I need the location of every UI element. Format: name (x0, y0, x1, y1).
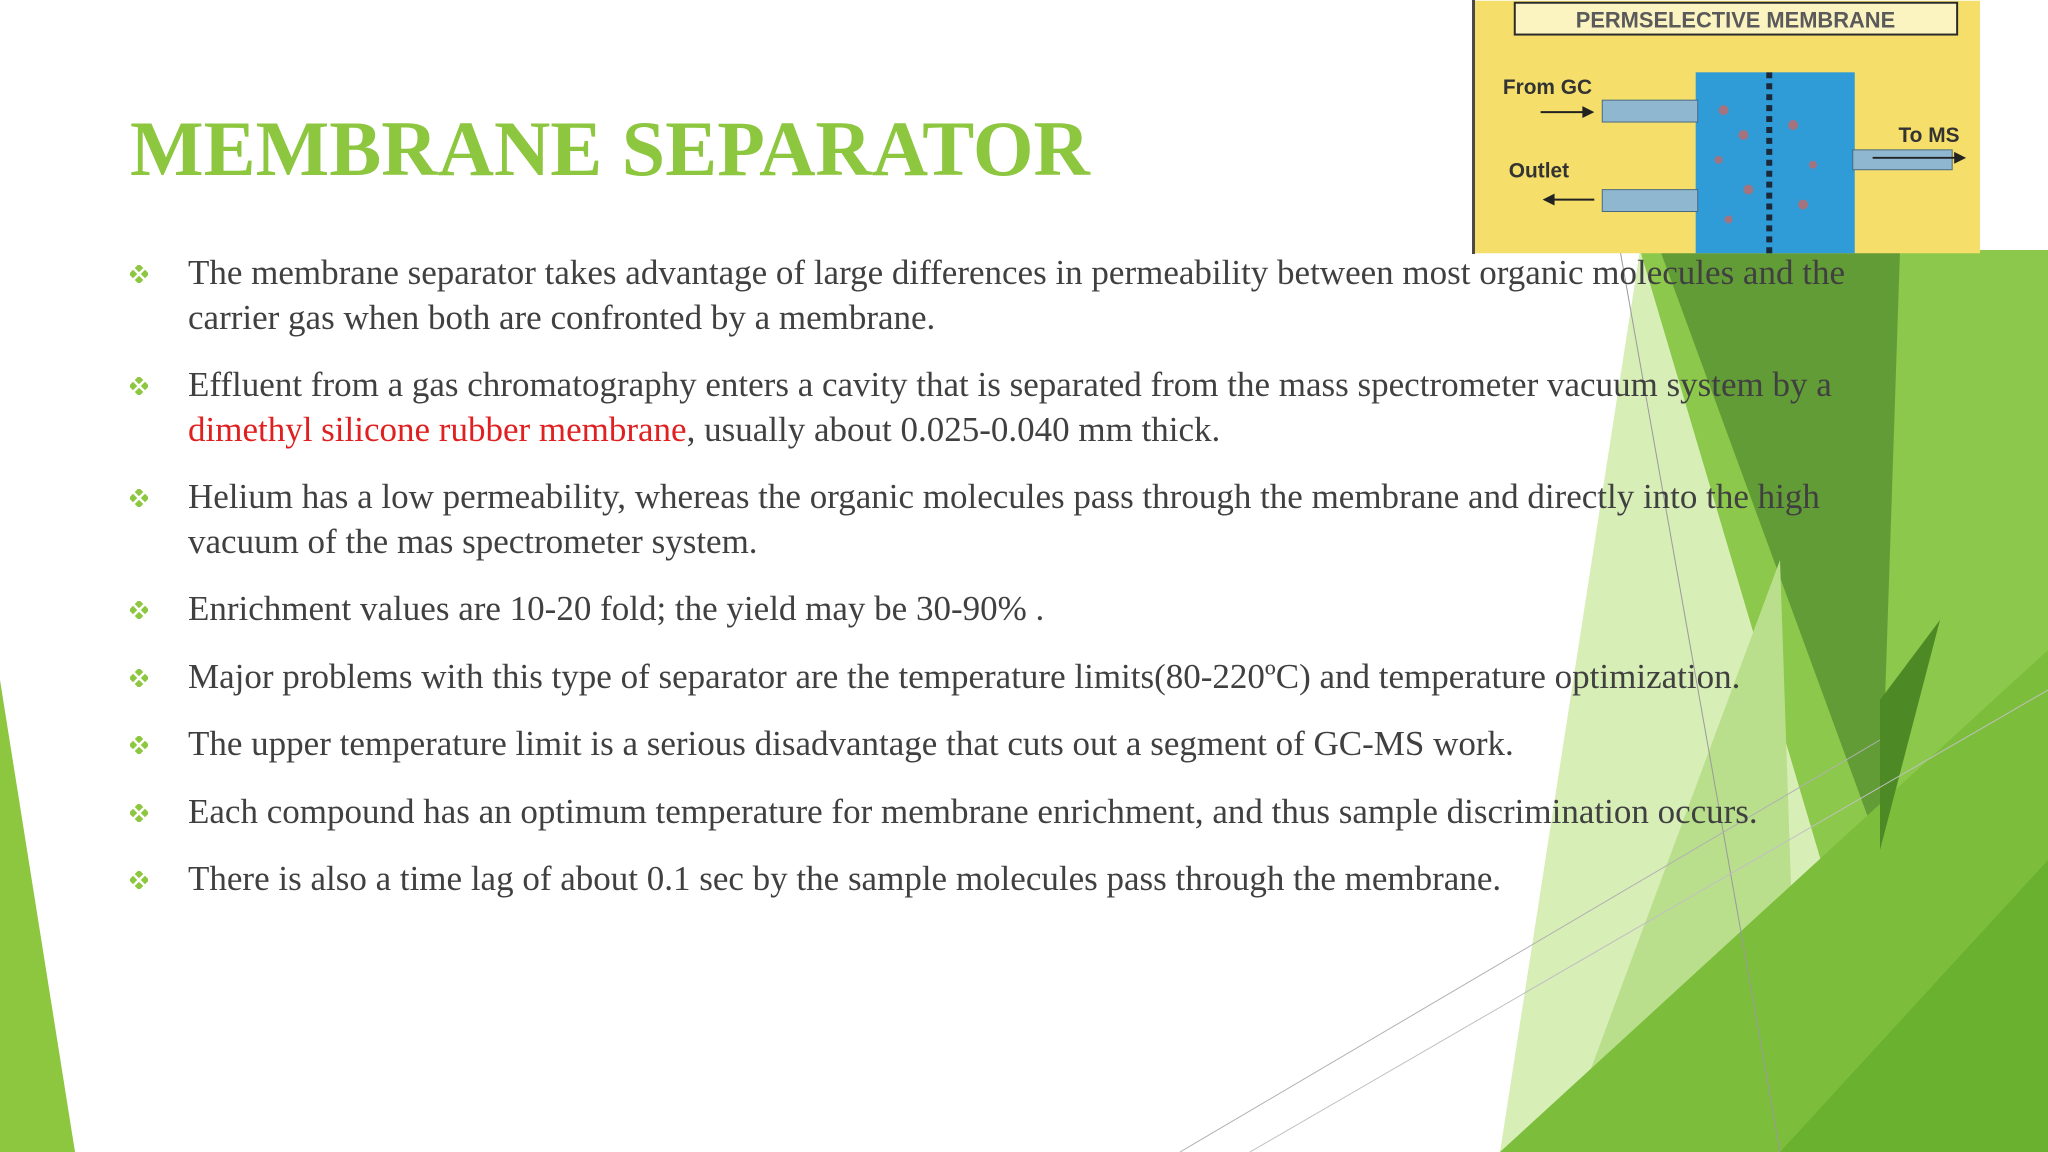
ms-pipe (1853, 150, 1952, 170)
bullet-item (130, 856, 1890, 901)
highlighted-term: dimethyl silicone rubber membrane (188, 410, 687, 449)
four-diamond-bullet-icon (130, 871, 148, 889)
to-ms-label: To MS (1898, 123, 1960, 147)
bullet-item (130, 362, 1890, 452)
bullet-item (130, 721, 1890, 766)
membrane-diagram (1472, 0, 1980, 254)
four-diamond-bullet-icon (130, 736, 148, 754)
from-gc-label: From GC (1502, 76, 1593, 100)
bullet-text: Major problems with this type of separator are the temperature limits(80-220ºC) and temperature optimization. (188, 657, 1741, 696)
bullet-item (130, 654, 1890, 699)
four-diamond-bullet-icon (130, 265, 148, 283)
bullet-text: Helium has a low permeability, whereas the organic molecules pass through the membrane and directly into the high vacuum of the mas spectrometer system. (188, 477, 1820, 561)
four-diamond-bullet-icon (130, 601, 148, 619)
four-diamond-bullet-icon (130, 489, 148, 507)
bullet-item (130, 789, 1890, 834)
four-diamond-bullet-icon (130, 804, 148, 822)
inlet-pipe (1602, 100, 1697, 122)
bullet-text: The upper temperature limit is a serious disadvantage that cuts out a segment of GC-MS work. (188, 724, 1514, 763)
four-diamond-bullet-icon (130, 669, 148, 687)
bullet-text-pre: Effluent from a gas chromatography enters a cavity that is separated from the mass spectrometer vacuum system by a (188, 365, 1832, 404)
bullet-list (130, 250, 1890, 923)
diagram-heading: PERMSELECTIVE MEMBRANE (1575, 7, 1896, 33)
left-edge-accent (0, 680, 75, 1152)
bullet-item (130, 474, 1890, 564)
bullet-text: There is also a time lag of about 0.1 sec by the sample molecules pass through the membrane. (188, 859, 1502, 898)
bullet-text-post: , usually about 0.025-0.040 mm thick. (686, 410, 1221, 449)
outlet-label: Outlet (1508, 159, 1570, 183)
outlet-pipe (1602, 190, 1697, 212)
bullet-text: Enrichment values are 10-20 fold; the yield may be 30-90% . (188, 589, 1045, 628)
bullet-item (130, 586, 1890, 631)
four-diamond-bullet-icon (130, 377, 148, 395)
slide-title: MEMBRANE SEPARATOR (130, 105, 1090, 192)
bullet-text: The membrane separator takes advantage of large differences in permeability between most organic molecules and the carrier gas when both are confronted by a membrane. (188, 253, 1845, 337)
bullet-text: Each compound has an optimum temperature for membrane enrichment, and thus sample discrimination occurs. (188, 792, 1758, 831)
bullet-item (130, 250, 1890, 340)
